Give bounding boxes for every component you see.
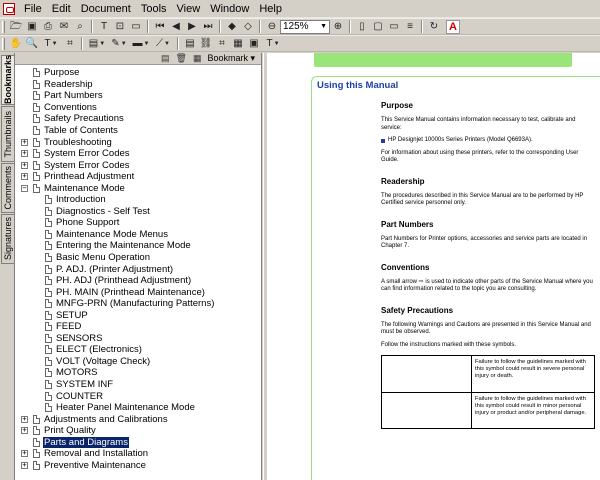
purpose-text: This Service Manual contains information necessary to test, calibrate and service:	[381, 117, 576, 131]
toolbar-grip[interactable]	[2, 38, 5, 50]
table-row	[382, 392, 594, 428]
fit-width-icon[interactable]: ▭	[389, 20, 399, 32]
page-header-bar	[314, 53, 572, 67]
touchup-text-icon[interactable]: T ▼	[266, 37, 280, 49]
bookmark-item[interactable]	[15, 217, 261, 229]
bookmark-item[interactable]	[15, 67, 261, 79]
bookmark-page-icon	[33, 103, 40, 112]
readership-heading: Readership	[381, 176, 425, 186]
actual-size-icon[interactable]: ▯	[359, 20, 365, 32]
previous-view-icon[interactable]: ◆	[228, 20, 236, 32]
document-view[interactable]	[267, 53, 600, 480]
purpose-more: For information about using these printers, refer to the corresponding User Guide.	[381, 149, 579, 163]
bookmark-item[interactable]	[15, 182, 261, 194]
adobe-logo-icon: A	[446, 20, 460, 34]
bookmark-label: Removal and Installation	[44, 448, 149, 460]
bookmark-page-icon	[45, 265, 52, 274]
bookmark-page-icon	[33, 461, 40, 470]
bookmark-item[interactable]	[15, 437, 261, 449]
bookmarks-header	[15, 53, 261, 65]
bullet-icon	[381, 139, 385, 143]
bookmark-page-icon	[45, 195, 52, 204]
bookmark-label: MNFG-PRN (Manufacturing Patterns)	[56, 298, 215, 310]
bookmark-item[interactable]	[15, 448, 261, 460]
bookmark-page-icon	[45, 334, 52, 343]
bookmark-page-icon	[45, 368, 52, 377]
bookmark-item[interactable]	[15, 298, 261, 310]
email-icon[interactable]: ✉	[59, 20, 69, 32]
bookmark-tree	[15, 65, 261, 471]
bookmark-label: FEED	[56, 321, 82, 333]
bookmark-item[interactable]	[15, 148, 261, 160]
bookmark-label: System Error Codes	[44, 159, 130, 171]
tab-bookmarks[interactable]: Bookmarks	[3, 55, 13, 105]
toolbar-separator	[81, 37, 83, 50]
bookmark-page-icon	[45, 253, 52, 262]
bookmark-item[interactable]	[15, 321, 261, 333]
caution-symbol-cell	[382, 393, 472, 428]
bookmark-item[interactable]	[15, 263, 261, 275]
bookmark-label: SETUP	[56, 309, 88, 321]
toolbar-separator	[349, 20, 351, 33]
zoom-tool-icon[interactable]: 🔍	[25, 37, 39, 49]
bookmark-label: Safety Precautions	[44, 113, 124, 125]
bookmark-page-icon	[33, 438, 40, 447]
acrobat-app-icon[interactable]	[3, 3, 15, 15]
tab-thumbnails[interactable]: Thumbnails	[1, 106, 14, 162]
zoom-in-icon[interactable]: ⊕	[333, 20, 343, 32]
toolbar-separator	[219, 20, 221, 33]
bookmark-item[interactable]	[15, 194, 261, 206]
bookmark-item[interactable]	[15, 425, 261, 437]
rotate-icon[interactable]: ↻	[429, 20, 439, 32]
bookmark-item[interactable]	[15, 171, 261, 183]
bookmark-page-icon	[45, 357, 52, 366]
bookmark-label: MOTORS	[56, 367, 98, 379]
bookmark-item[interactable]	[15, 390, 261, 402]
bookmark-item[interactable]	[15, 113, 261, 125]
bookmark-label: PH. ADJ (Printhead Adjustment)	[56, 275, 192, 287]
conventions-heading: Conventions	[381, 262, 430, 272]
tab-comments[interactable]: Comments	[1, 163, 14, 213]
purpose-heading: Purpose	[381, 101, 414, 110]
bookmark-label: COUNTER	[56, 390, 103, 402]
partnumbers-heading: Part Numbers	[381, 219, 434, 229]
menu-window[interactable]: Window	[210, 2, 250, 15]
snapshot-icon[interactable]: ⊡	[115, 20, 125, 32]
bookmark-item[interactable]	[15, 229, 261, 241]
bookmark-label: Basic Menu Operation	[56, 252, 150, 264]
bookmark-label: Troubleshooting	[44, 136, 112, 148]
hand-tool-icon[interactable]: ✋	[9, 37, 23, 49]
bookmark-label: Diagnostics - Self Test	[56, 205, 150, 217]
print-icon[interactable]: ⎙	[44, 20, 52, 32]
bookmark-page-icon	[45, 345, 52, 354]
bookmark-page-icon	[45, 311, 52, 320]
bookmark-label: Purpose	[44, 67, 80, 79]
bookmark-page-icon	[33, 126, 40, 135]
toolbar-separator	[259, 20, 261, 33]
section-title: Using this Manual	[317, 80, 399, 91]
bookmark-label: SYSTEM INF	[56, 379, 114, 391]
bookmark-item[interactable]	[15, 240, 261, 252]
search-icon[interactable]: ⌕	[77, 20, 83, 32]
bookmark-item[interactable]	[15, 413, 261, 425]
bookmark-label: Print Quality	[44, 425, 96, 437]
bookmark-page-icon	[45, 218, 52, 227]
line-tool-icon[interactable]: ⟋ ▼	[156, 37, 170, 49]
open-icon[interactable]: 🗁	[9, 20, 23, 32]
table-row	[382, 356, 594, 392]
article-tool-icon[interactable]: ▣	[249, 37, 259, 49]
warnings-table	[381, 355, 595, 429]
expand-icon[interactable]: +	[22, 426, 27, 435]
form-tool-icon[interactable]: ▤	[185, 37, 195, 49]
bookmark-item[interactable]	[15, 367, 261, 379]
bookmark-label: Readership	[44, 78, 93, 90]
toolbar-file	[0, 18, 600, 35]
zoom-out-icon[interactable]: ⊖	[267, 20, 277, 32]
toolbar-separator	[147, 20, 149, 33]
bookmark-label: Part Numbers	[44, 90, 103, 102]
bookmark-label: Table of Contents	[44, 125, 118, 136]
expand-icon[interactable]: +	[22, 172, 27, 181]
bookmark-label: PH. MAIN (Printhead Maintenance)	[56, 286, 205, 298]
bookmark-item[interactable]	[15, 356, 261, 368]
link-tool-icon[interactable]: ⛓	[199, 37, 213, 49]
menu-edit[interactable]: Edit	[51, 2, 71, 15]
expand-icon[interactable]: +	[22, 414, 27, 423]
bookmark-page-icon	[33, 426, 40, 435]
bookmark-item[interactable]	[15, 402, 261, 414]
first-page-icon[interactable]: ⏮	[155, 20, 165, 32]
new-bookmark-icon[interactable]: ▤	[160, 53, 170, 63]
readership-text: The procedures described in this Service Manual are to be performed by HP Certified service personnel only.	[381, 192, 584, 206]
toolbar-separator	[177, 37, 179, 50]
bookmark-page-icon	[33, 114, 40, 123]
bookmark-label: VOLT (Voltage Check)	[56, 355, 151, 367]
document-content	[381, 101, 596, 354]
expand-icon[interactable]: +	[22, 160, 27, 169]
bookmark-label: Conventions	[44, 101, 97, 113]
bookmark-label: Heater Panel Maintenance Mode	[56, 402, 195, 414]
bookmark-label: Maintenance Mode Menus	[56, 228, 168, 240]
safety-text: The following Warnings and Cautions are presented in this Service Manual and must be observed.	[381, 321, 591, 335]
bookmark-label: Phone Support	[56, 217, 120, 229]
note-tool-icon[interactable]: ▤ ▼	[88, 37, 106, 49]
menu-view[interactable]: View	[176, 2, 201, 15]
bookmark-label: P. ADJ. (Printer Adjustment)	[56, 263, 174, 275]
bookmark-page-icon	[45, 380, 52, 389]
bookmark-page-icon	[33, 68, 40, 77]
fit-page-icon[interactable]: ▢	[373, 20, 383, 32]
toolbar-separator	[91, 20, 93, 33]
bookmark-item[interactable]	[15, 206, 261, 218]
delete-bookmark-icon[interactable]: 🗑	[175, 53, 187, 63]
pencil-tool-icon[interactable]: ✎ ▼	[111, 37, 127, 49]
bookmark-page-icon	[33, 449, 40, 458]
warning-text: Failure to follow the guidelines marked with this symbol could result in severe personal injury or death.	[475, 359, 586, 379]
bookmark-item[interactable]	[15, 79, 261, 91]
bookmark-item[interactable]	[15, 159, 261, 171]
chevron-down-icon: ▼	[320, 23, 327, 30]
bookmark-page-icon	[33, 80, 40, 89]
bookmark-item[interactable]	[15, 275, 261, 287]
bookmark-item[interactable]	[15, 136, 261, 148]
bookmark-page-icon	[33, 149, 40, 158]
bookmark-label: Introduction	[56, 194, 106, 206]
previous-page-icon[interactable]: ◀	[172, 20, 180, 32]
bookmark-page-icon	[45, 288, 52, 297]
zoom-dropdown[interactable]	[280, 20, 330, 34]
bookmark-item[interactable]	[15, 333, 261, 345]
reflow-icon[interactable]: ≡	[407, 20, 413, 32]
bookmark-label: Parts and Diagrams	[44, 436, 128, 448]
expand-icon[interactable]: +	[22, 449, 27, 458]
caution-text: Failure to follow the guidelines marked with this symbol could result in minor personal injury or product and/or peripheral damage.	[475, 396, 587, 416]
next-page-icon[interactable]: ▶	[188, 20, 196, 32]
text-select-tool-icon[interactable]: T ▼	[44, 37, 58, 49]
bookmark-page-icon	[33, 415, 40, 424]
safety-heading: Safety Precautions	[381, 305, 454, 315]
bookmark-page-icon	[45, 241, 52, 250]
toolbar-grip[interactable]	[2, 21, 5, 33]
expand-icon[interactable]: +	[22, 137, 27, 146]
menu-tools[interactable]: Tools	[140, 2, 167, 15]
bookmark-item[interactable]	[15, 125, 261, 137]
bookmark-page-icon	[33, 138, 40, 147]
zoom-value: 125%	[283, 21, 309, 32]
bookmark-label: Maintenance Mode	[44, 182, 125, 194]
bookmark-item[interactable]	[15, 102, 261, 114]
bookmark-item[interactable]	[15, 379, 261, 391]
select-text-icon[interactable]: T	[100, 20, 108, 32]
toolbar-separator	[421, 20, 423, 33]
bookmark-label: Adjustments and Calibrations	[44, 413, 168, 425]
bookmarks-panel	[15, 53, 262, 480]
bookmark-page-icon	[33, 172, 40, 181]
movie-tool-icon[interactable]: ▦	[233, 37, 243, 49]
highlight-tool-icon[interactable]: ▬ ▼	[132, 37, 150, 49]
bookmark-label: ELECT (Electronics)	[56, 344, 142, 356]
collapse-icon[interactable]: −	[22, 183, 27, 192]
note-icon[interactable]: ▭	[131, 20, 141, 32]
next-view-icon[interactable]: ◇	[244, 20, 252, 32]
menu-file[interactable]: File	[24, 2, 42, 15]
bookmark-label: Preventive Maintenance	[44, 459, 146, 471]
bookmark-item[interactable]	[15, 252, 261, 264]
navigation-tabs	[0, 53, 15, 480]
conventions-text: A small arrow ⇨ is used to indicate other parts of the Service Manual where you can find information related to the topic you are consulting.	[381, 278, 593, 292]
purpose-bullet: HP Designjet 10000s Series Printers (Model Q6693A).	[388, 137, 533, 143]
bookmark-label: Printhead Adjustment	[44, 171, 135, 183]
bookmark-label: Entering the Maintenance Mode	[56, 240, 191, 252]
bookmark-page-icon	[33, 91, 40, 100]
menu-bar	[0, 0, 600, 18]
last-page-icon[interactable]: ⏭	[203, 20, 213, 32]
list-item	[381, 137, 596, 145]
menu-document[interactable]: Document	[80, 2, 131, 15]
bookmark-page-icon	[33, 184, 40, 193]
toolbar-tools	[0, 35, 600, 52]
bookmark-label: SENSORS	[56, 332, 103, 344]
partnumbers-text: Part Numbers for Printer options, accessories and service parts are located in Chapter 7.	[381, 235, 588, 249]
graphics-select-icon[interactable]: ⌗	[67, 37, 73, 49]
bookmark-label: System Error Codes	[44, 148, 130, 160]
bookmark-menu-button[interactable]: Bookmark ▾	[207, 53, 255, 63]
crop-tool-icon[interactable]: ⌗	[219, 37, 225, 49]
bookmark-page-icon	[45, 299, 52, 308]
bookmark-item[interactable]	[15, 460, 261, 472]
warning-symbol-cell	[382, 356, 472, 392]
bookmark-page-icon	[33, 161, 40, 170]
tab-signatures[interactable]: Signatures	[1, 214, 14, 264]
bookmark-options-icon[interactable]: ▦	[192, 53, 202, 63]
bookmark-page-icon	[45, 403, 52, 412]
bookmark-item[interactable]	[15, 344, 261, 356]
save-icon[interactable]: ▣	[27, 20, 37, 32]
bookmark-item[interactable]	[15, 309, 261, 321]
safety-more: Follow the instructions marked with these symbols.	[381, 341, 517, 348]
menu-help[interactable]: Help	[259, 2, 282, 15]
expand-icon[interactable]: +	[22, 460, 27, 469]
bookmark-page-icon	[45, 276, 52, 285]
bookmark-item[interactable]	[15, 90, 261, 102]
bookmark-page-icon	[45, 392, 52, 401]
bookmark-page-icon	[45, 322, 52, 331]
bookmark-page-icon	[45, 230, 52, 239]
expand-icon[interactable]: +	[22, 149, 27, 158]
bookmark-page-icon	[45, 207, 52, 216]
bookmark-item[interactable]	[15, 286, 261, 298]
